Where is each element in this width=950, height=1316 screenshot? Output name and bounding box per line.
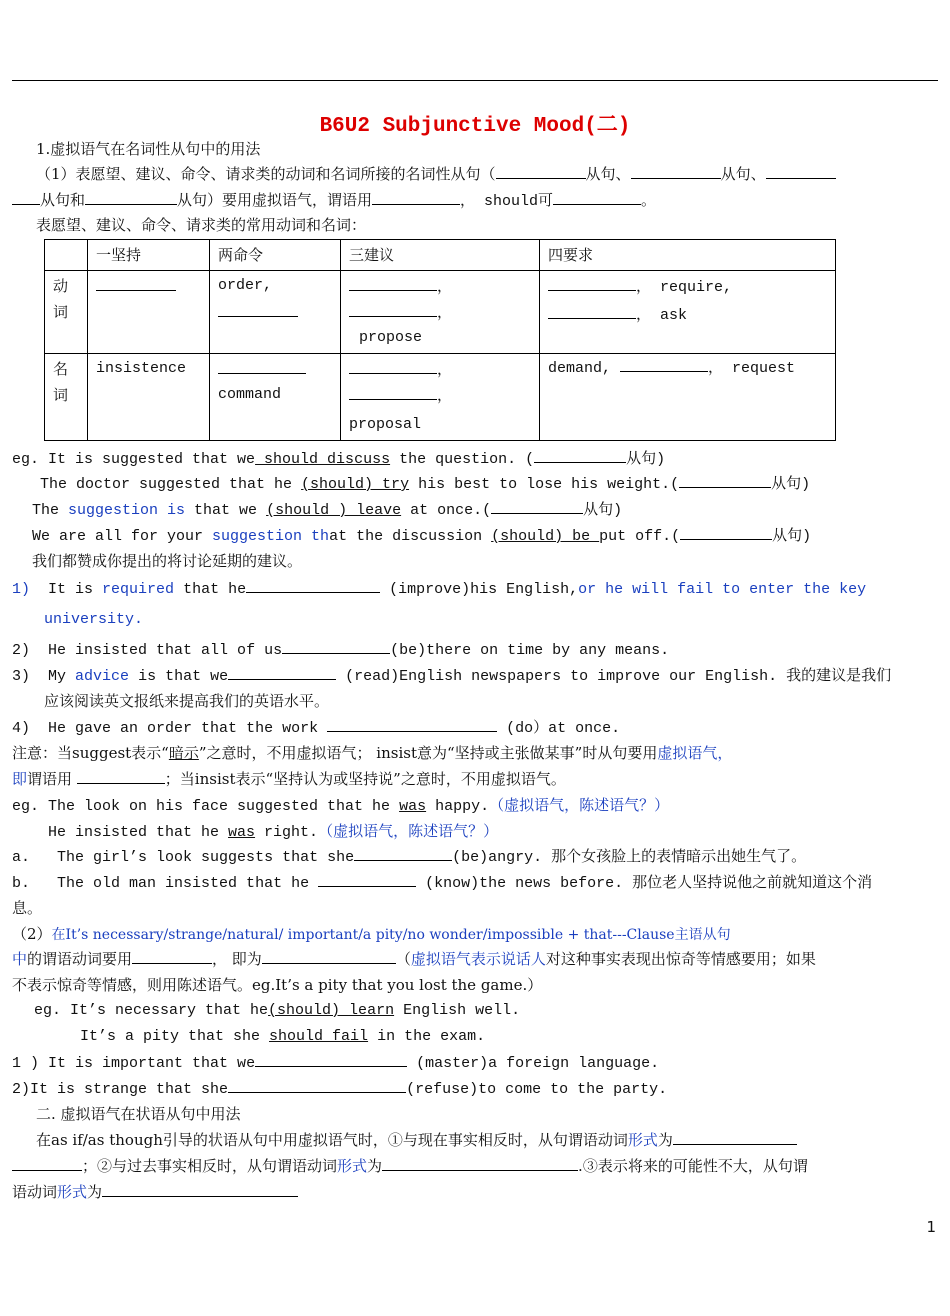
answer-blank[interactable] — [534, 448, 626, 463]
section-2-para-line1: （2）在It’s necessary/strange/natural/ important/a pity/no wonder/impossible + that---Clause主语从句 — [12, 925, 731, 943]
section-2-para-line2: 中的谓语动词要用 ， 即为 （虚拟语气表示说话人对这种事实表现出惊奇等情感要用；如果 — [12, 950, 816, 968]
answer-blank[interactable] — [246, 578, 380, 593]
table-cell: demand, ， request — [540, 354, 836, 441]
answer-blank[interactable] — [349, 302, 437, 317]
answer-blank[interactable] — [262, 949, 396, 964]
section-1-para-line1: （1）表愿望、建议、命令、请求类的动词和名词所接的名词性从句（ 从句、 从句、 — [36, 163, 938, 185]
answer-blank[interactable] — [282, 639, 390, 654]
table-header-insist: 一坚持 — [88, 240, 210, 271]
table-cell — [88, 271, 210, 354]
answer-blank[interactable] — [96, 276, 176, 291]
section-1-para-line3: 表愿望、建议、命令、请求类的常用动词和名词： — [36, 216, 367, 234]
example-4-translation: 我们都赞成你提出的将讨论延期的建议。 — [32, 552, 303, 570]
answer-blank[interactable] — [102, 1182, 298, 1197]
note-example-1: eg. The look on his face suggested that he was happy.（虚拟语气，陈述语气？） — [12, 796, 670, 815]
answer-blank[interactable] — [327, 717, 497, 732]
answer-blank[interactable] — [228, 1078, 406, 1093]
exercise-3: 3) My advice is that we (read)English newspapers to improve our English. 我的建议是我们 — [12, 665, 938, 688]
page-title: B6U2 Subjunctive Mood(二) — [319, 115, 631, 138]
example-1: eg. It is suggested that we should discuss the question. ( 从句) — [12, 448, 938, 471]
answer-blank[interactable] — [228, 665, 336, 680]
exercise-3-cont: 应该阅读英文报纸来提高我们的英语水平。 — [44, 692, 330, 710]
exercise-2: 2) He insisted that all of us (be)there on time by any means. — [12, 639, 938, 662]
answer-blank[interactable] — [349, 385, 437, 400]
example-6: It’s a pity that she should fail in the exam. — [80, 1028, 486, 1045]
note-line2: 即谓语用 ；当insist表示“坚持认为或坚持说”之意时，不用虚拟语气。 — [12, 770, 566, 788]
example-2: The doctor suggested that he (should) try his best to lose his weight.( 从句) — [40, 473, 938, 496]
answer-blank[interactable] — [382, 1156, 578, 1171]
answer-blank[interactable] — [553, 190, 641, 205]
verb-noun-table — [44, 239, 836, 441]
example-3: The suggestion is that we (should ) leave at once.( 从句) — [32, 499, 938, 522]
answer-blank[interactable] — [680, 525, 772, 540]
page-number: 1 — [926, 1218, 936, 1236]
example-4: We are all for your suggestion that the discussion (should) be put off.( 从句) — [32, 525, 938, 548]
answer-blank[interactable] — [620, 357, 708, 372]
exercise-4: 4) He gave an order that the work (do）at once. — [12, 717, 938, 740]
answer-blank[interactable] — [631, 164, 721, 179]
exercise-b-cont: 息。 — [12, 899, 43, 917]
table-header-suggest: 三建议 — [341, 240, 540, 271]
table-cell: command — [210, 354, 341, 441]
table-corner — [45, 240, 88, 271]
answer-blank[interactable] — [77, 769, 165, 784]
exercise-b: b. The old man insisted that he (know)the news before. 那位老人坚持说他之前就知道这个消 — [12, 872, 938, 895]
table-cell: order, — [210, 271, 341, 354]
answer-blank[interactable] — [349, 359, 437, 374]
answer-blank[interactable] — [548, 304, 636, 319]
table-cell: ， require, ， ask — [540, 271, 836, 354]
answer-blank[interactable] — [679, 473, 771, 488]
answer-blank[interactable] — [255, 1052, 407, 1067]
exercise-1-cont: university. — [44, 611, 144, 628]
table-header-order: 两命令 — [210, 240, 341, 271]
section-2-heading: 二. 虚拟语气在状语从句中用法 — [36, 1105, 241, 1123]
answer-blank[interactable] — [496, 164, 586, 179]
header-rule — [12, 80, 938, 81]
section-1-heading: 1.虚拟语气在名词性从句中的用法 — [36, 140, 261, 158]
answer-blank[interactable] — [218, 302, 298, 317]
answer-blank[interactable] — [85, 190, 177, 205]
answer-blank[interactable] — [218, 359, 306, 374]
section-3-para-line3: 语动词形式为 — [12, 1181, 938, 1203]
exercise-a: a. The girl’s look suggests that she (be)angry. 那个女孩脸上的表情暗示出她生气了。 — [12, 846, 938, 869]
note-line1: 注意：当suggest表示“暗示”之意时，不用虚拟语气； insist意为“坚持或主张做某事”时从句要用虚拟语气， — [12, 744, 733, 762]
table-cell: ， ， proposal — [341, 354, 540, 441]
note-example-2: He insisted that he was right.（虚拟语气，陈述语气？） — [48, 822, 499, 841]
answer-blank[interactable] — [12, 1156, 82, 1171]
exercise-1: 1) It is required that he (improve)his English,or he will fail to enter the key — [12, 578, 938, 601]
answer-blank[interactable] — [673, 1130, 797, 1145]
answer-blank[interactable] — [132, 949, 212, 964]
exercise-6: 2)It is strange that she (refuse)to come to the party. — [12, 1078, 938, 1101]
section-3-para-line1: 在as if/as though引导的状语从句中用虚拟语气时，①与现在事实相反时，从句谓语动词形式为 — [36, 1129, 938, 1151]
exercise-5: 1 ) It is important that we (master)a foreign language. — [12, 1052, 938, 1075]
example-5: eg. It’s necessary that he(should) learn English well. — [34, 1002, 521, 1019]
answer-blank[interactable] — [491, 499, 583, 514]
section-1-para-line2: 从句和 从句）要用虚拟语气，谓语用 ， should可 。 — [12, 189, 938, 213]
section-2-para-line3: 不表示惊奇等情感，则用陈述语气。eg.It’s a pity that you lost the game.） — [12, 976, 543, 994]
table-header-request: 四要求 — [540, 240, 836, 271]
answer-blank[interactable] — [354, 846, 452, 861]
row-label-noun: 名词 — [45, 354, 88, 441]
section-3-para-line2: ；②与过去事实相反时，从句谓语动词形式为 .③表示将来的可能性不大，从句谓 — [12, 1155, 938, 1177]
answer-blank[interactable] — [349, 276, 437, 291]
table-cell-insistence: insistence — [88, 354, 210, 441]
answer-blank[interactable] — [548, 276, 636, 291]
answer-blank[interactable] — [318, 872, 416, 887]
table-cell: ， ， propose — [341, 271, 540, 354]
answer-blank[interactable] — [12, 190, 40, 205]
row-label-verb: 动词 — [45, 271, 88, 354]
answer-blank[interactable] — [766, 164, 836, 179]
answer-blank[interactable] — [372, 190, 460, 205]
